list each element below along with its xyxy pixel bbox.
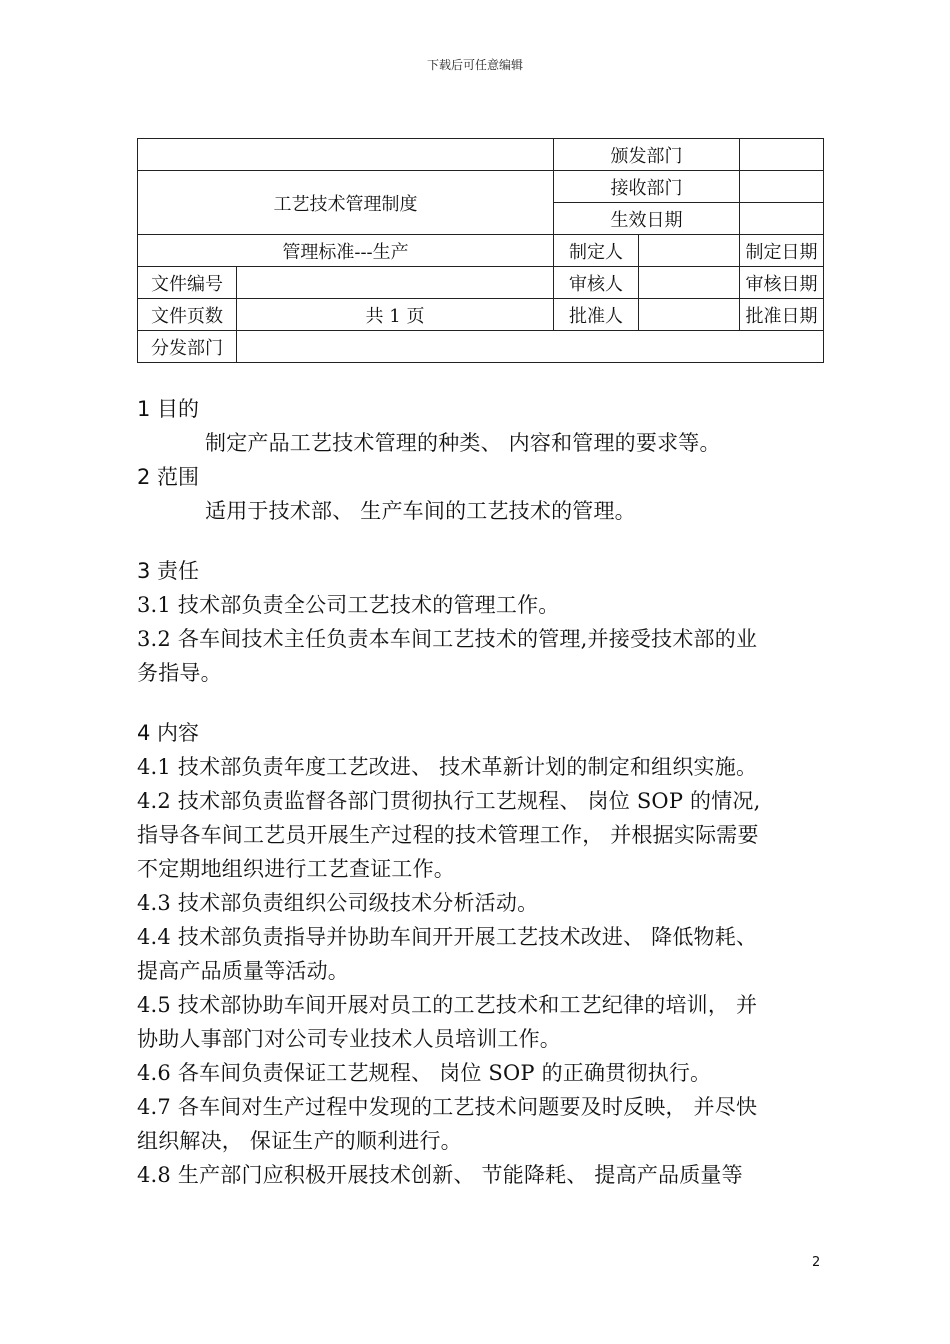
paragraph: 适用于技术部、 生产车间的工艺技术的管理。	[205, 499, 636, 523]
approve-date-label: 批准日期	[740, 299, 824, 331]
paragraph: 4.3 技术部负责组织公司级技术分析活动。	[137, 891, 539, 915]
paragraph: 指导各车间工艺员开展生产过程的技术管理工作， 并根据实际需要	[137, 823, 759, 847]
file-no-value	[237, 267, 554, 299]
effective-date-value	[740, 203, 824, 235]
paragraph: 协助人事部门对公司专业技术人员培训工作。	[137, 1027, 561, 1051]
issue-dept-value	[740, 139, 824, 171]
paragraph: 提高产品质量等活动。	[137, 959, 349, 983]
maker-value	[639, 235, 740, 267]
document-info-table	[137, 138, 824, 363]
document-title: 工艺技术管理制度	[138, 171, 554, 235]
paragraph: 4.1 技术部负责年度工艺改进、 技术革新计划的制定和组织实施。	[137, 755, 758, 779]
issue-dept-label: 颁发部门	[554, 139, 740, 171]
receive-dept-value	[740, 171, 824, 203]
effective-date-label: 生效日期	[554, 203, 740, 235]
empty-cell	[138, 139, 554, 171]
maker-label: 制定人	[554, 235, 639, 267]
section-heading: 2 范围	[137, 465, 200, 489]
distribution-dept-label: 分发部门	[138, 331, 237, 363]
section-heading: 4 内容	[137, 721, 200, 745]
header-note: 下载后可任意编辑	[426, 58, 523, 72]
paragraph: 3.2 各车间技术主任负责本车间工艺技术的管理,并接受技术部的业	[137, 627, 758, 651]
approver-label: 批准人	[554, 299, 639, 331]
document-body	[137, 392, 827, 1192]
make-date-label: 制定日期	[740, 235, 824, 267]
page-count-value: 共 1 页	[237, 299, 554, 331]
paragraph: 组织解决， 保证生产的顺利进行。	[137, 1129, 462, 1153]
paragraph: 4.4 技术部负责指导并协助车间开开展工艺技术改进、 降低物耗、	[137, 925, 758, 949]
distribution-dept-value	[237, 331, 824, 363]
paragraph: 制定产品工艺技术管理的种类、 内容和管理的要求等。	[205, 431, 721, 455]
paragraph: 3.1 技术部负责全公司工艺技术的管理工作。	[137, 593, 560, 617]
receive-dept-label: 接收部门	[554, 171, 740, 203]
paragraph: 不定期地组织进行工艺查证工作。	[137, 857, 455, 881]
approver-value	[639, 299, 740, 331]
paragraph: 4.5 技术部协助车间开展对员工的工艺技术和工艺纪律的培训， 并	[137, 993, 758, 1017]
reviewer-value	[639, 267, 740, 299]
reviewer-label: 审核人	[554, 267, 639, 299]
section-heading: 3 责任	[137, 559, 200, 583]
paragraph: 4.7 各车间对生产过程中发现的工艺技术问题要及时反映， 并尽快	[137, 1095, 758, 1119]
paragraph: 务指导。	[137, 661, 222, 685]
paragraph: 4.6 各车间负责保证工艺规程、 岗位 SOP 的正确贯彻执行。	[137, 1061, 712, 1085]
page-number: 2	[812, 1255, 821, 1270]
management-standard: 管理标准---生产	[138, 235, 554, 267]
paragraph: 4.2 技术部负责监督各部门贯彻执行工艺规程、 岗位 SOP 的情况,	[137, 789, 761, 813]
paragraph: 4.8 生产部门应积极开展技术创新、 节能降耗、 提高产品质量等	[137, 1163, 743, 1187]
file-no-label: 文件编号	[138, 267, 237, 299]
page-count-label: 文件页数	[138, 299, 237, 331]
review-date-label: 审核日期	[740, 267, 824, 299]
section-heading: 1 目的	[137, 397, 200, 421]
